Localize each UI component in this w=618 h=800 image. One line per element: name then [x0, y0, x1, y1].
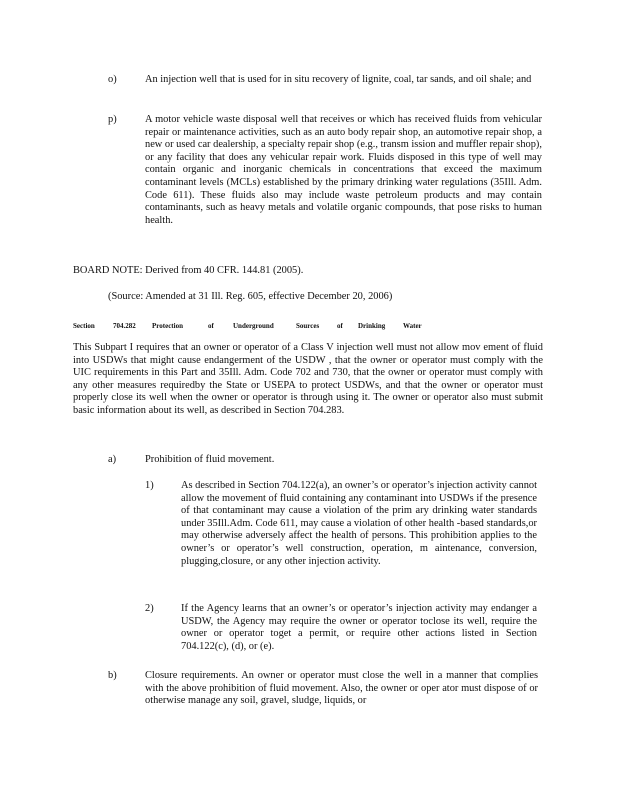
- item-o-label: o): [108, 74, 117, 85]
- heading-word: Protection: [152, 322, 183, 330]
- heading-word: Water: [403, 322, 422, 330]
- intro-paragraph: This Subpart I requires that an owner or operator of a Class V injection well must not allow mov ement of fluid into USDWs that might cause endangerment of the USDW , that the owner or operator must comply with the UIC requirements in this Part and 35Ill. Adm. Code 702 and 730, that the owner or operator must comply with any other measures requiredby the State or USEPA to protect USDWs, and that the owner or operator must properly close its well when the owner or operator is through using it. The owner or operator also must submit basic information about its well, as described in Section 704.283.: [73, 342, 543, 416]
- sub-2-label: 2): [145, 603, 154, 614]
- sub-1-label: 1): [145, 480, 154, 491]
- heading-word: Sources: [296, 322, 320, 330]
- sub-1-text: As described in Section 704.122(a), an owner’s or operator’s injection activity cannot allow the movement of fluid containing any contaminant into USDWs if the presence of that contaminant may cause a violation of the prim ary drinking water standards under 35Ill.Adm. Code 611, may cause a violation of other health -based standards,or may otherwise adversely affect the health of persons. This prohibition applies to the owner’s or operator’s well construction, operation, m aintenance, conversion, plugging,closure, or any other injection activity.: [181, 480, 537, 567]
- section-label: Section: [73, 322, 95, 330]
- item-b-label: b): [108, 670, 117, 681]
- heading-word: of: [337, 322, 343, 330]
- item-a-title: Prohibition of fluid movement.: [145, 454, 275, 465]
- source-note: (Source: Amended at 31 Ill. Reg. 605, effective December 20, 2006): [108, 291, 393, 302]
- item-a-label: a): [108, 454, 117, 465]
- heading-word: Drinking: [358, 322, 386, 330]
- section-number: 704.282: [113, 322, 136, 330]
- item-p-label: p): [108, 114, 117, 125]
- board-note: BOARD NOTE: Derived from 40 CFR. 144.81 (2005).: [73, 265, 304, 276]
- heading-word: Underground: [233, 322, 274, 330]
- item-o-text: An injection well that is used for in situ recovery of lignite, coal, tar sands, and oil shale; and: [145, 74, 532, 85]
- heading-word: of: [208, 322, 214, 330]
- item-p-text: A motor vehicle waste disposal well that receives or which has received fluids from vehicular repair or maintenance activities, such as an auto body repair shop, an automotive repair shop, a new or used car dealership, a specialty repair shop (e.g., transm ission and muffler repair shop), or any facility that does any vehicular repair work. Fluids disposed in this type of well may contain organic and inorganic chemicals in concentrations that exceed the maximum contaminant levels (MCLs) established by the primary drinking water regulations (35Ill. Adm. Code 611). These fluids also may include waste petroleum products and may contain contaminants, such as heavy metals and volatile organic compounds, that pose risks to human health.: [145, 114, 542, 226]
- section-heading: [0, 320, 618, 332]
- item-b-text: Closure requirements. An owner or operator must close the well in a manner that complies with the above prohibition of fluid movement. Also, the owner or oper ator must dispose of or otherwise manage any soil, gravel, sludge, liquids, or: [145, 670, 538, 707]
- sub-2-text: If the Agency learns that an owner’s or operator’s injection activity may endanger a USDW, the Agency may require the owner or operator toclose its well, require the owner or operator toget a permit, or require other actions listed in Section 704.122(c), (d), or (e).: [181, 603, 537, 652]
